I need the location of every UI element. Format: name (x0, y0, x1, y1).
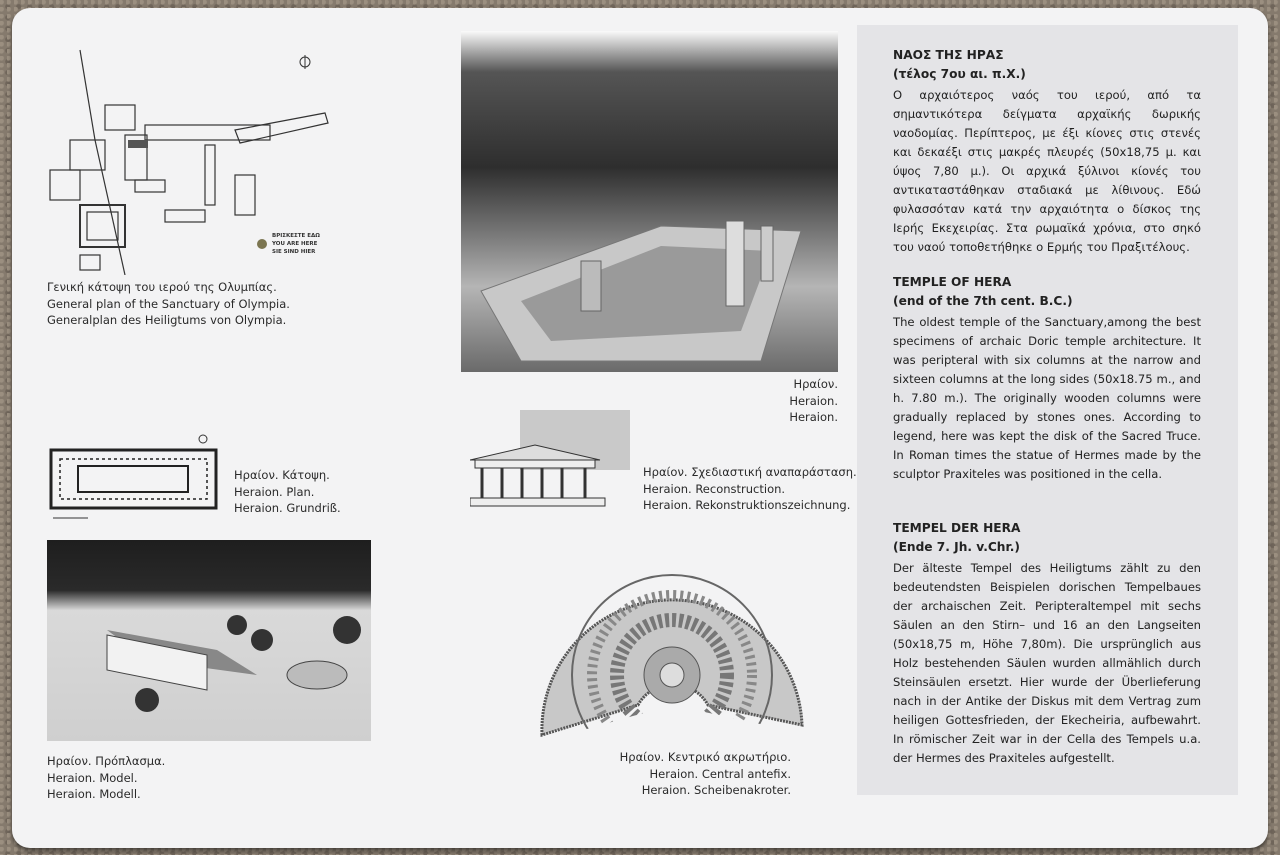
you-are-here-german: SIE SIND HIER (272, 249, 316, 255)
caption-line: Ηραίον. Κάτοψη. (234, 468, 330, 482)
caption-line: Ηραίον. (793, 377, 838, 391)
caption-line: Heraion. Central antefix. (649, 766, 791, 781)
caption-line: Ηραίον. Σχεδιαστική αναπαράσταση. (643, 465, 857, 479)
english-title: TEMPLE OF HERA (893, 275, 1012, 289)
english-description (893, 273, 1201, 484)
you-are-here-label (272, 232, 320, 256)
german-subtitle: (Ende 7. Jh. v.Chr.) (893, 540, 1020, 554)
german-body: Der älteste Tempel des Heiligtums zählt zu den bedeutendsten Beispielen dorischen Tempelbaues der archaischen Zeit. Peripteraltempel mit sechs Säulen an den Stirn– und 16 an den Langseiten (50x18,75 m, Höhe 7,80m). Die ursprünglich aus Holz bestehenden Säulen wurden allmählich durch Steinsäulen ersetzt. Hier wurde der Überlieferung nach in der Antike der Diskus mit dem Vertrag zum heiligen Gottesfrieden, der Ekecheiria, aufbewahrt. In römischer Zeit war in der Cella des Tempels u.a. der Hermes des Praxiteles aufgestellt. (893, 561, 1201, 765)
map-caption (47, 279, 290, 329)
english-body: The oldest temple of the Sanctuary,among the best specimens of archaic Doric temple architecture. It was peripteral with six columns at the narrow and sixteen columns at the long sides (50x18.75 m., and h. 7.80 m.). The originally wooden columns were gradually replaced by stones ones. According to legend, here was kept the disk of the Sacred Truce. In Roman times the statue of Hermes made by the sculptor Praxiteles was positioned in the cella. (893, 315, 1201, 481)
caption-line: Heraion. Rekonstruktionszeichnung. (643, 498, 851, 512)
caption-line: General plan of the Sanctuary of Olympia. (47, 296, 290, 311)
german-title: TEMPEL DER HERA (893, 521, 1021, 535)
reconstruction-caption (643, 464, 857, 514)
english-subtitle: (end of the 7th cent. B.C.) (893, 294, 1073, 308)
caption-line: Heraion. (789, 410, 838, 424)
plan-caption (234, 467, 341, 517)
greek-subtitle: (τέλος 7ου αι. π.Χ.) (893, 67, 1026, 81)
caption-line: Heraion. (789, 393, 838, 408)
caption-line: Heraion. Grundriß. (234, 501, 341, 515)
temple-ruins-photo (461, 31, 838, 372)
central-antefix-image (538, 555, 806, 740)
caption-line: Heraion. Modell. (47, 787, 141, 801)
caption-line: Heraion. Scheibenakroter. (641, 783, 791, 797)
photo-caption (700, 376, 838, 426)
model-caption (47, 753, 165, 803)
caption-line: Heraion. Plan. (234, 484, 315, 499)
greek-title: ΝΑΟΣ ΤΗΣ ΗΡΑΣ (893, 48, 1004, 62)
you-are-here-english: YOU ARE HERE (272, 241, 318, 247)
caption-line: Ηραίον. Κεντρικό ακρωτήριο. (619, 750, 791, 764)
caption-line: Γενική κάτοψη του ιερού της Ολυμπίας. (47, 280, 277, 294)
german-description (893, 519, 1201, 768)
temple-floor-plan (48, 433, 220, 523)
north-compass-icon (199, 435, 207, 443)
you-are-here-greek: ΒΡΙΣΚΕΣΤΕ ΕΔΩ (272, 233, 320, 239)
caption-line: Ηραίον. Πρόπλασμα. (47, 754, 166, 768)
caption-line: Generalplan des Heiligtums von Olympia. (47, 313, 287, 327)
greek-body: Ο αρχαιότερος ναός του ιερού, από τα σημαντικότερα δείγματα αρχαϊκής δωρικής ναοδομίας. Περίπτερος, με έξι κίονες στις στενές και δεκαέξι στις μακρές πλευρές (50x18,75 μ. και ύψος 7,80 μ.). Οι αρχικά ξύλινοι κίονές του αντικαταστάθηκαν σταδιακά με λίθινους. Εδώ φυλασσόταν κατά την αρχαιότητα ο δίσκος της Ιερής Εκεχειρίας. Στα ρωμαϊκά χρόνια, στο σηκό του ναού τοποθετήθηκε ο Ερμής του Πραξιτέλους. (893, 88, 1201, 254)
you-are-here-marker (257, 239, 267, 249)
caption-line: Heraion. Model. (47, 770, 138, 785)
temple-model-photo (47, 540, 371, 741)
greek-description (893, 46, 1201, 257)
antefix-caption (560, 749, 791, 799)
caption-line: Heraion. Reconstruction. (643, 481, 786, 496)
temple-reconstruction-drawing (470, 410, 630, 508)
